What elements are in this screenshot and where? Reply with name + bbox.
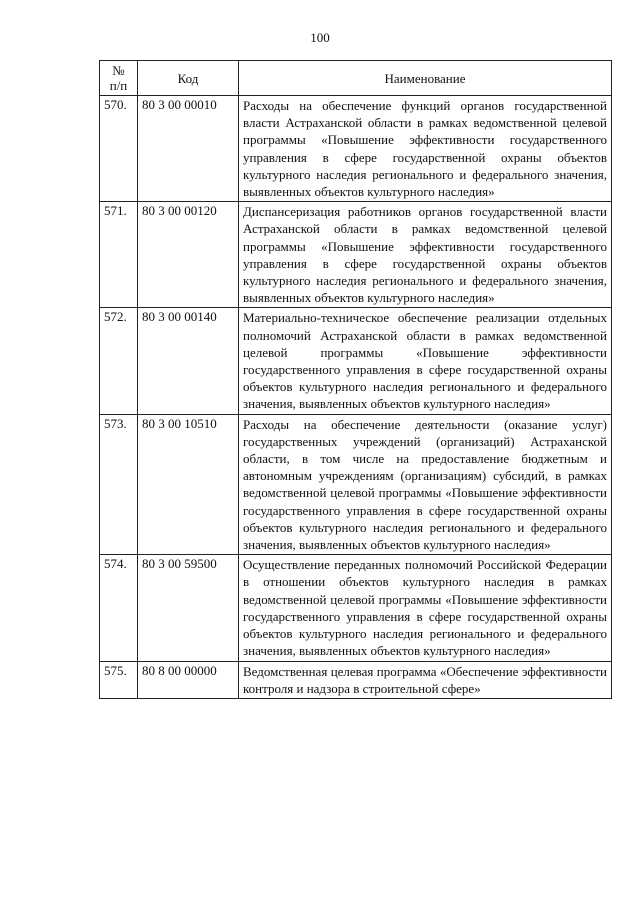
- row-name: Осуществление переданных полномочий Российской Федерации в отношении объектов культурного наследия в рамках ведомственной целевой программы «Повышение эффективности государственного управления в сфере государственной охраны объектов культурного наследия регионального и федерального значения, выявленных объектов культурного наследия»: [239, 555, 612, 661]
- row-code: 80 3 00 00120: [138, 202, 239, 308]
- row-number: 571.: [100, 202, 138, 308]
- table-row: [100, 96, 612, 202]
- row-name: Диспансеризация работников органов государственной власти Астраханской области в рамках ведомственной целевой программы «Повышение эффективности государственного управления в сфере государственной охраны объектов культурного наследия регионального и федерального значения, выявленных объектов культурного наследия»: [239, 202, 612, 308]
- row-name: Ведомственная целевая программа «Обеспечение эффективности контроля и надзора в строительной сфере»: [239, 661, 612, 698]
- table-row: [100, 555, 612, 661]
- column-header-number-abbr: п/п: [109, 78, 128, 93]
- table-row: [100, 414, 612, 555]
- column-header-name: Наименование: [239, 61, 612, 96]
- row-code: 80 3 00 00010: [138, 96, 239, 202]
- row-name: Расходы на обеспечение функций органов государственной власти Астраханской области в рамках ведомственной целевой программы «Повышение эффективности государственного управления в сфере государственной охраны объектов культурного наследия регионального и федерального значения, выявленных объектов культурного наследия»: [239, 96, 612, 202]
- row-code: 80 8 00 00000: [138, 661, 239, 698]
- row-number: 574.: [100, 555, 138, 661]
- column-header-number: [100, 61, 138, 96]
- row-name: Материально-техническое обеспечение реализации отдельных полномочий Астраханской области в рамках ведомственной целевой программы «Повышение эффективности государственного управления в сфере государственной охраны объектов культурного наследия регионального и федерального значения, выявленных объектов культурного наследия»: [239, 308, 612, 414]
- row-name: Расходы на обеспечение деятельности (оказание услуг) государственных учреждений (организаций) Астраханской области, в том числе на предоставление бюджетным и автономным учреждениям (организациям) субсидий, в рамках ведомственной целевой программы «Повышение эффективности государственного управления в сфере государственной охраны объектов культурного наследия регионального и федерального значения, выявленных объектов культурного наследия»: [239, 414, 612, 555]
- row-number: 575.: [100, 661, 138, 698]
- row-number: 572.: [100, 308, 138, 414]
- row-code: 80 3 00 00140: [138, 308, 239, 414]
- column-header-code: Код: [138, 61, 239, 96]
- row-number: 570.: [100, 96, 138, 202]
- row-number: 573.: [100, 414, 138, 555]
- table-row: [100, 308, 612, 414]
- budget-codes-table: [99, 60, 612, 699]
- page-number: 100: [310, 30, 330, 45]
- row-code: 80 3 00 10510: [138, 414, 239, 555]
- row-code: 80 3 00 59500: [138, 555, 239, 661]
- table-row: [100, 661, 612, 698]
- column-header-number-symbol: №: [112, 63, 125, 78]
- table-header-row: [100, 61, 612, 96]
- table-row: [100, 202, 612, 308]
